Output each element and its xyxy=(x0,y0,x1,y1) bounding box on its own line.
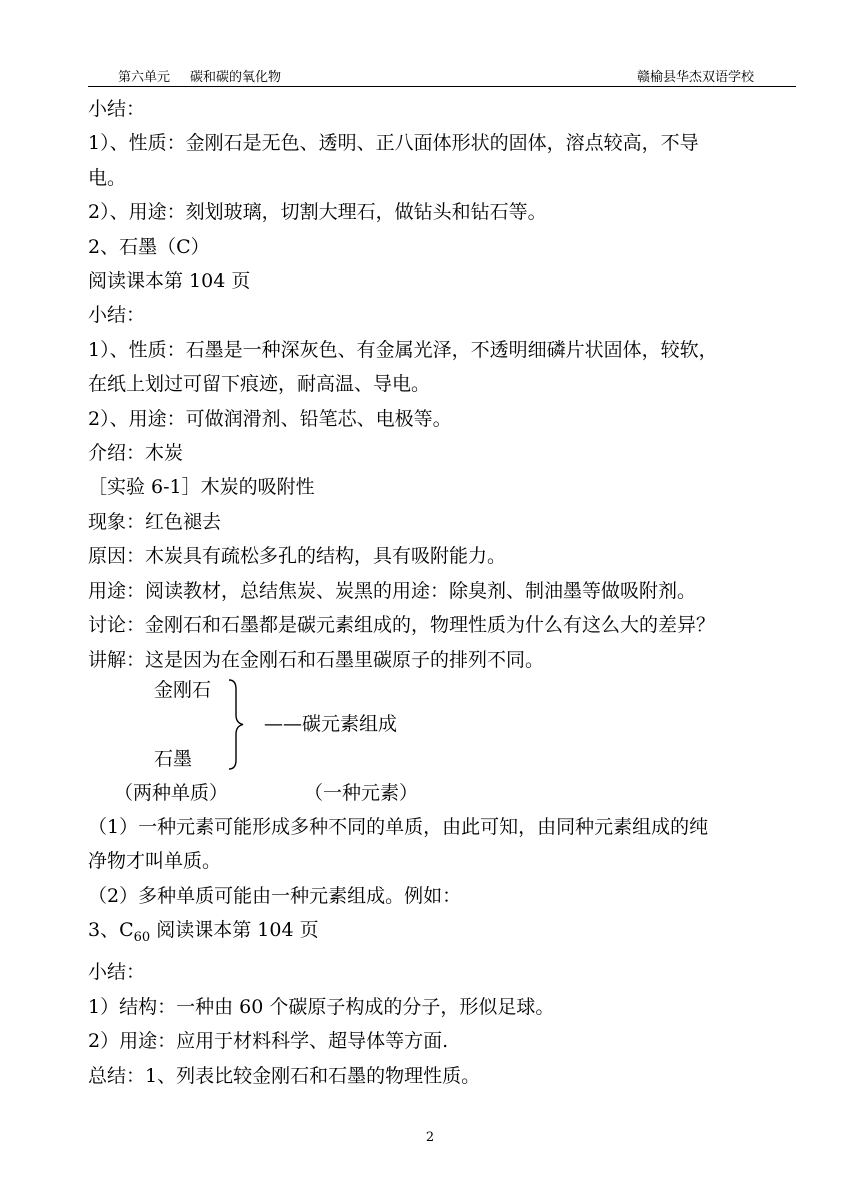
diagram-diamond: 金刚石 xyxy=(154,678,212,701)
label-one-element: （一种元素） xyxy=(304,781,419,804)
curly-brace-icon xyxy=(226,677,246,772)
diamond-properties: 1）、性质：金刚石是无色、透明、正八面体形状的固体，溶点较高，不导 xyxy=(88,132,699,155)
header-chapter xyxy=(118,66,281,85)
document-body xyxy=(88,92,800,1093)
diamond-uses: 2）、用途：刻划玻璃，切割大理石，做钻头和钻石等。 xyxy=(88,201,547,224)
header-unit: 第六单元 xyxy=(118,70,171,85)
c60-subscript: 60 xyxy=(133,929,151,945)
experiment-title: ［实验 6-1］木炭的吸附性 xyxy=(88,476,315,499)
uses: 用途：阅读教材，总结焦炭、炭黑的用途：除臭剂、制油墨等做吸附剂。 xyxy=(88,579,697,602)
reason: 原因：木炭具有疏松多孔的结构，具有吸附能力。 xyxy=(88,545,507,568)
diagram-result: ——碳元素组成 xyxy=(264,712,398,735)
conclusion: 总结：1、列表比较金刚石和石墨的物理性质。 xyxy=(88,1064,481,1087)
reading-note: 阅读课本第 104 页 xyxy=(88,270,251,293)
page-header xyxy=(88,60,796,87)
header-school: 赣榆县华杰双语学校 xyxy=(636,70,754,85)
graphite-heading: 2、石墨（C） xyxy=(88,235,210,258)
c60-suffix: 阅读课本第 104 页 xyxy=(150,919,319,942)
label-two-elements: （两种单质） xyxy=(114,781,229,804)
diamond-properties-cont: 电。 xyxy=(88,166,127,189)
graphite-uses: 2）、用途：可做润滑剂、铅笔芯、电极等。 xyxy=(88,407,452,430)
c60-uses: 2）用途：应用于材料科学、超导体等方面. xyxy=(88,1030,449,1053)
graphite-properties: 1）、性质：石墨是一种深灰色、有金属光泽，不透明细磷片状固体，较软， xyxy=(88,338,718,361)
point-one: （1）一种元素可能形成多种不同的单质，由此可知，由同种元素组成的纯 xyxy=(88,815,709,838)
charcoal-intro: 介绍：木炭 xyxy=(88,442,184,465)
carbon-allotrope-diagram xyxy=(88,677,800,776)
phenomenon: 现象：红色褪去 xyxy=(88,510,222,533)
discussion: 讨论：金刚石和石墨都是碳元素组成的，物理性质为什么有这么大的差异？ xyxy=(88,614,716,637)
page-number: 2 xyxy=(425,1130,435,1145)
c60-structure: 1）结构：一种由 60 个碳原子构成的分子，形似足球。 xyxy=(88,995,555,1018)
graphite-properties-cont: 在纸上划过可留下痕迹，耐高温、导电。 xyxy=(88,373,431,396)
point-one-cont: 净物才叫单质。 xyxy=(88,850,222,873)
explanation: 讲解：这是因为在金刚石和石墨里碳原子的排列不同。 xyxy=(88,648,545,671)
diagram-labels xyxy=(88,776,800,810)
summary-heading: 小结： xyxy=(88,304,146,327)
summary-heading: 小结： xyxy=(88,961,146,984)
point-two: （2）多种单质可能由一种元素组成。例如： xyxy=(88,884,462,907)
header-chapter-title: 碳和碳的氧化物 xyxy=(190,70,282,85)
c60-prefix: 3、C xyxy=(88,919,134,942)
summary-heading: 小结： xyxy=(88,98,146,120)
c60-heading xyxy=(88,913,800,955)
diagram-graphite: 石墨 xyxy=(154,747,193,770)
